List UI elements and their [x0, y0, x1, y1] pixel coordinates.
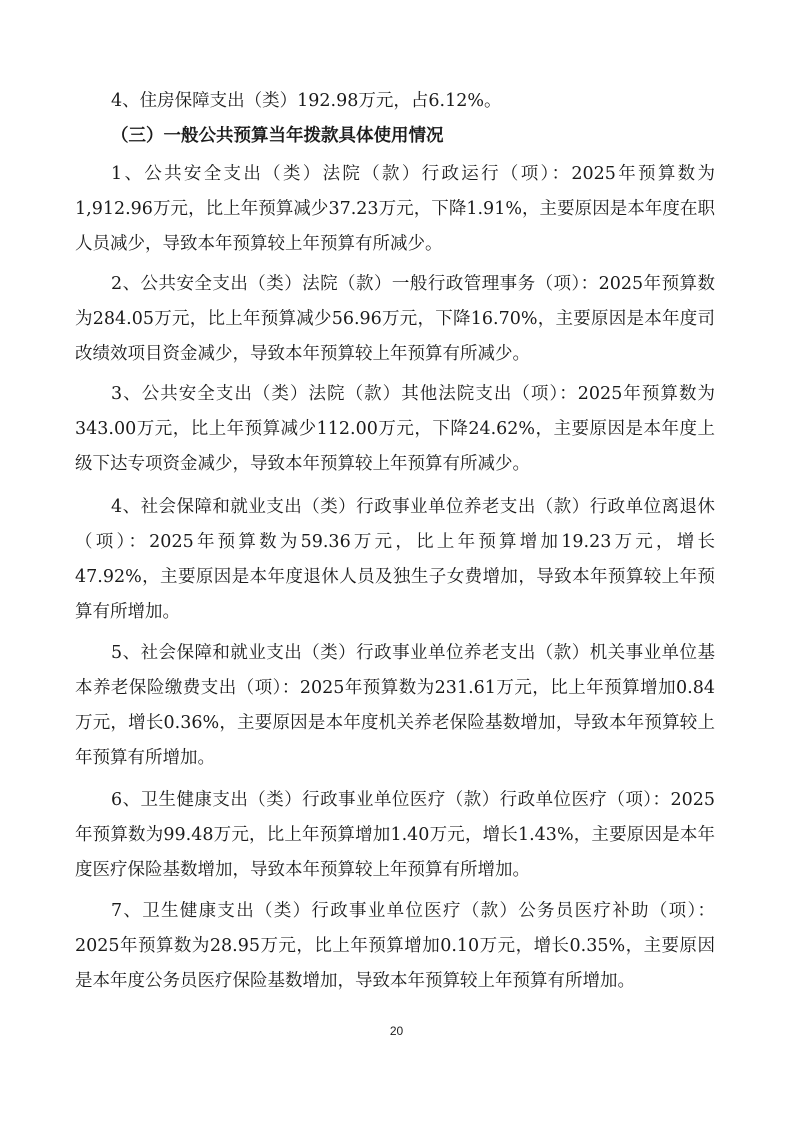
paragraph-item-5: 5、社会保障和就业支出（类）行政事业单位养老支出（款）机关事业单位基本养老保险缴费支出（项）：2025年预算数为231.61万元，比上年预算增加0.84万元，增长0.36%，主要原因是本年度机关养老保险基数增加，导致本年预算较上年预算有所增加。	[75, 643, 715, 768]
paragraph-housing-security: 4、住房保障支出（类）192.98万元，占6.12%。	[111, 91, 502, 111]
paragraph-item-6: 6、卫生健康支出（类）行政事业单位医疗（款）行政单位医疗（项）：2025年预算数为99.48万元，比上年预算增加1.40万元，增长1.43%，主要原因是本年度医疗保险基数增加，导致本年预算较上年预算有所增加。	[75, 790, 715, 880]
paragraph-item-3: 3、公共安全支出（类）法院（款）其他法院支出（项）：2025年预算数为343.00万元，比上年预算减少112.00万元，下降24.62%，主要原因是本年度上级下达专项资金减少，导致本年预算较上年预算有所减少。	[75, 384, 715, 474]
paragraph-item-1: 1、公共安全支出（类）法院（款）行政运行（项）：2025年预算数为1,912.96万元，比上年预算减少37.23万元，下降1.91%，主要原因是本年度在职人员减少，导致本年预算较上年预算有所减少。	[75, 164, 715, 254]
section-heading: （三）一般公共预算当年拨款具体使用情况	[111, 126, 444, 146]
paragraph-item-2: 2、公共安全支出（类）法院（款）一般行政管理事务（项）：2025年预算数为284.05万元，比上年预算减少56.96万元，下降16.70%，主要原因是本年度司改绩效项目资金减少，导致本年预算较上年预算有所减少。	[75, 274, 715, 364]
paragraph-item-4: 4、社会保障和就业支出（类）行政事业单位养老支出（款）行政单位离退休（项）：2025年预算数为59.36万元，比上年预算增加19.23万元，增长47.92%，主要原因是本年度退休人员及独生子女费增加，导致本年预算较上年预算有所增加。	[75, 497, 715, 622]
paragraph-item-7: 7、卫生健康支出（类）行政事业单位医疗（款）公务员医疗补助（项）：2025年预算数为28.95万元，比上年预算增加0.10万元，增长0.35%，主要原因是本年度公务员医疗保险基数增加，导致本年预算较上年预算有所增加。	[75, 901, 715, 991]
page-number: 20	[389, 1024, 404, 1038]
